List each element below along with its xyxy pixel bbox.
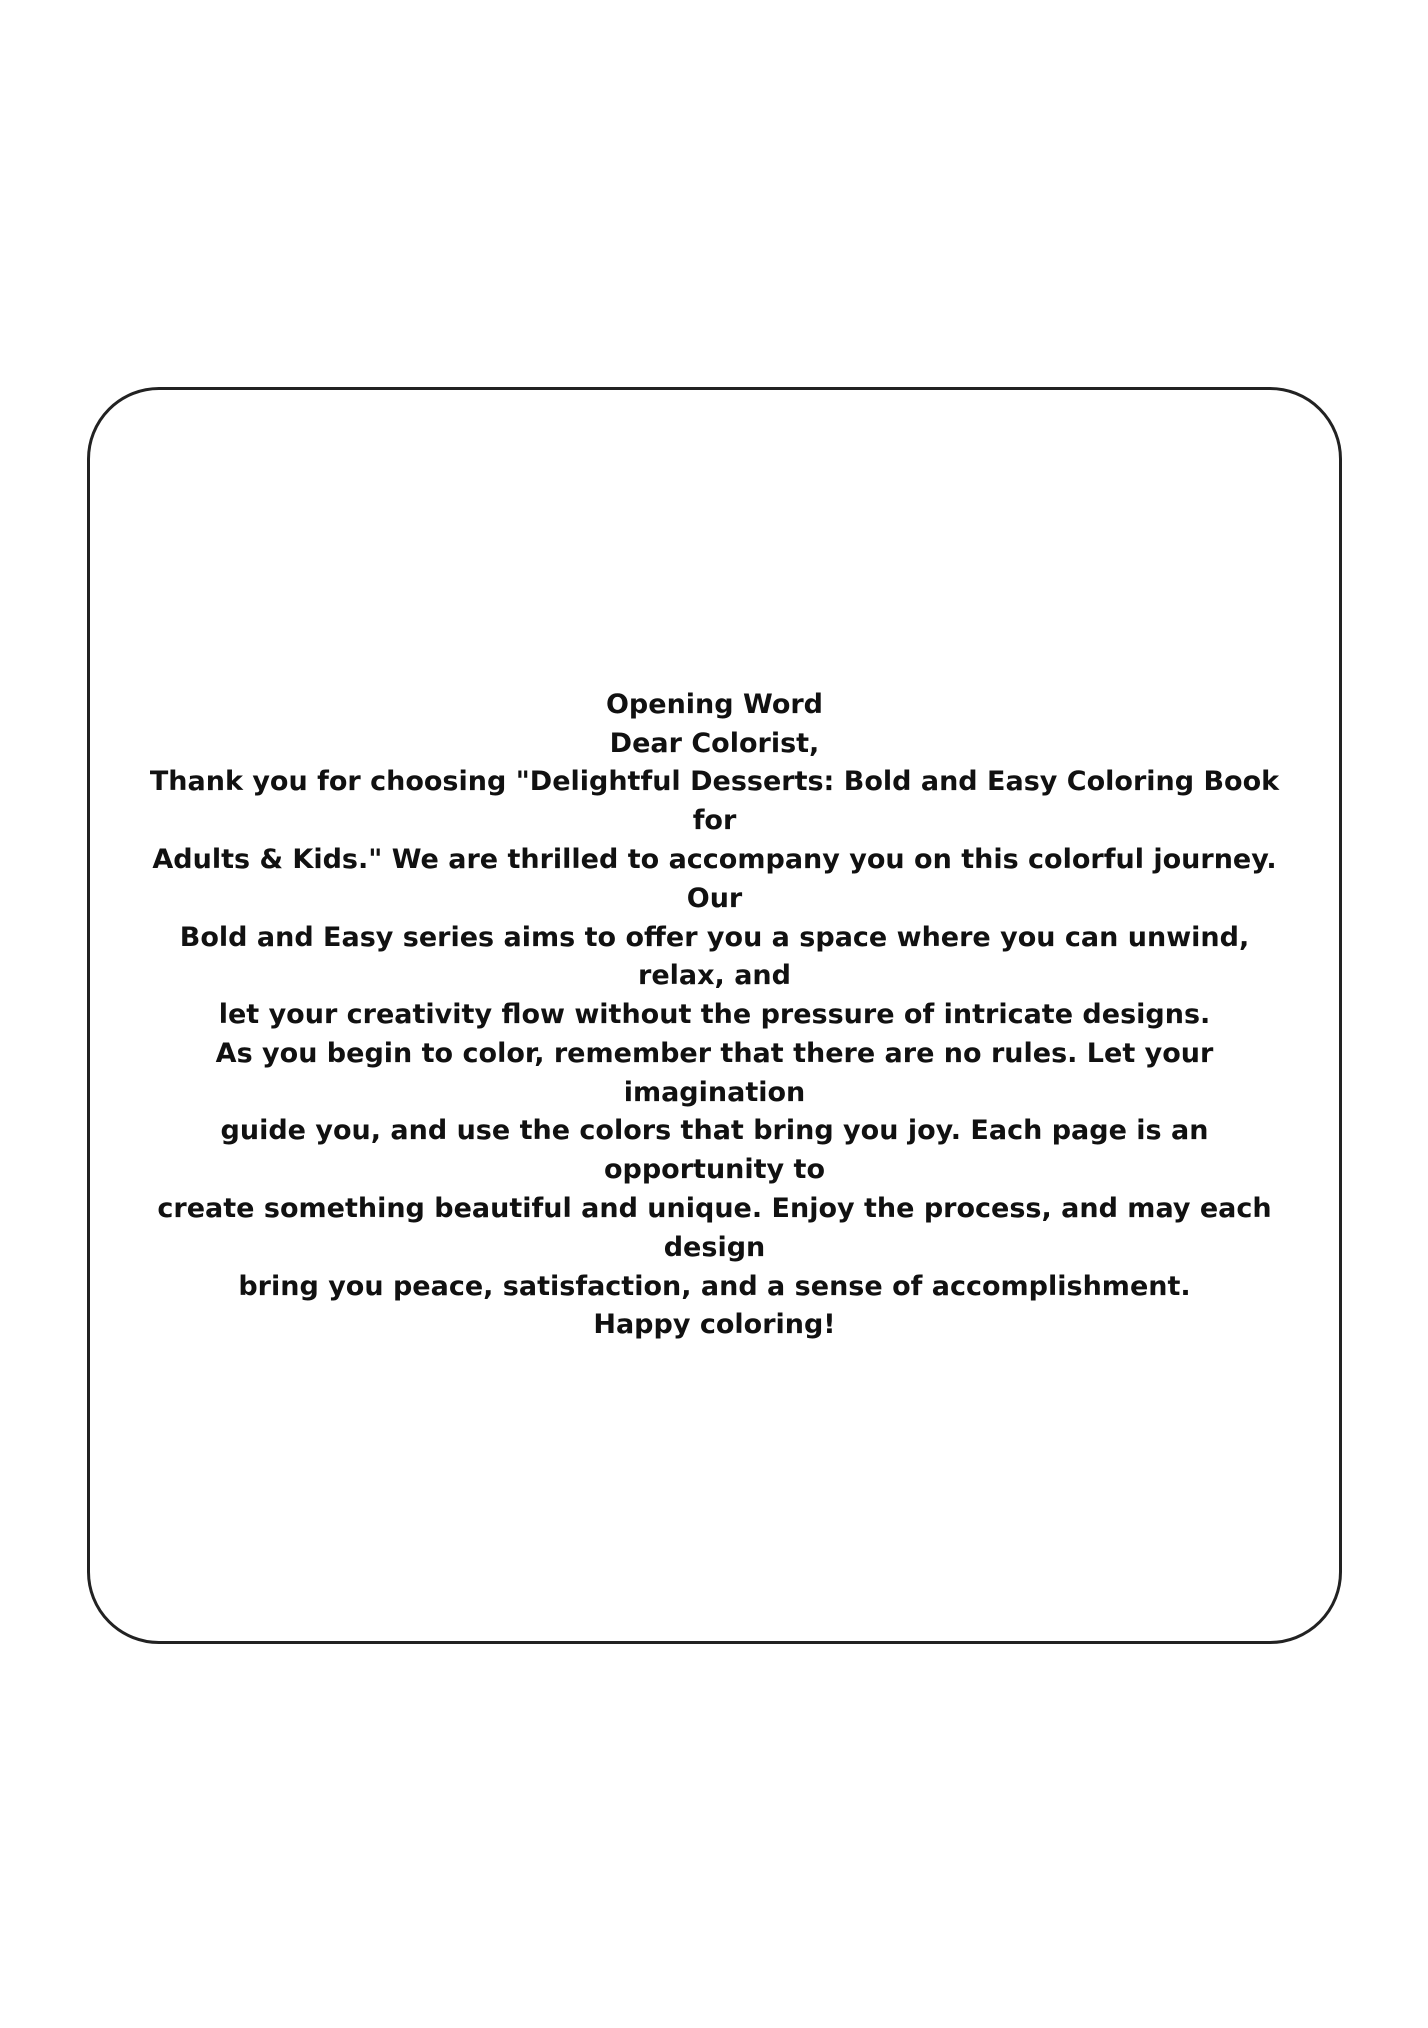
opening-word-text <box>135 686 1295 1346</box>
paragraph-1-line: let your creativity flow without the pressure of intricate designs. <box>218 999 1211 1031</box>
rounded-border-frame <box>87 387 1342 1644</box>
paragraph-2-line: As you begin to color, remember that there are no rules. Let your imagination <box>215 1037 1214 1108</box>
paragraph-2-line: guide you, and use the colors that bring you joy. Each page is an opportunity to <box>220 1115 1209 1186</box>
paragraph-1-line: Adults & Kids." We are thrilled to accompany you on this colorful journey. Our <box>152 843 1277 914</box>
paragraph-1-line: Thank you for choosing "Delightful Desserts: Bold and Easy Coloring Book for <box>149 766 1280 837</box>
paragraph-2-line: create something beautiful and unique. Enjoy the process, and may each design <box>157 1193 1272 1263</box>
closing: Happy coloring! <box>593 1309 836 1341</box>
greeting: Dear Colorist, <box>609 727 820 759</box>
heading: Opening Word <box>605 688 824 720</box>
paragraph-2-line: bring you peace, satisfaction, and a sense of accomplishment. <box>238 1270 1191 1302</box>
paragraph-1-line: Bold and Easy series aims to offer you a space where you can unwind, relax, and <box>179 921 1250 992</box>
